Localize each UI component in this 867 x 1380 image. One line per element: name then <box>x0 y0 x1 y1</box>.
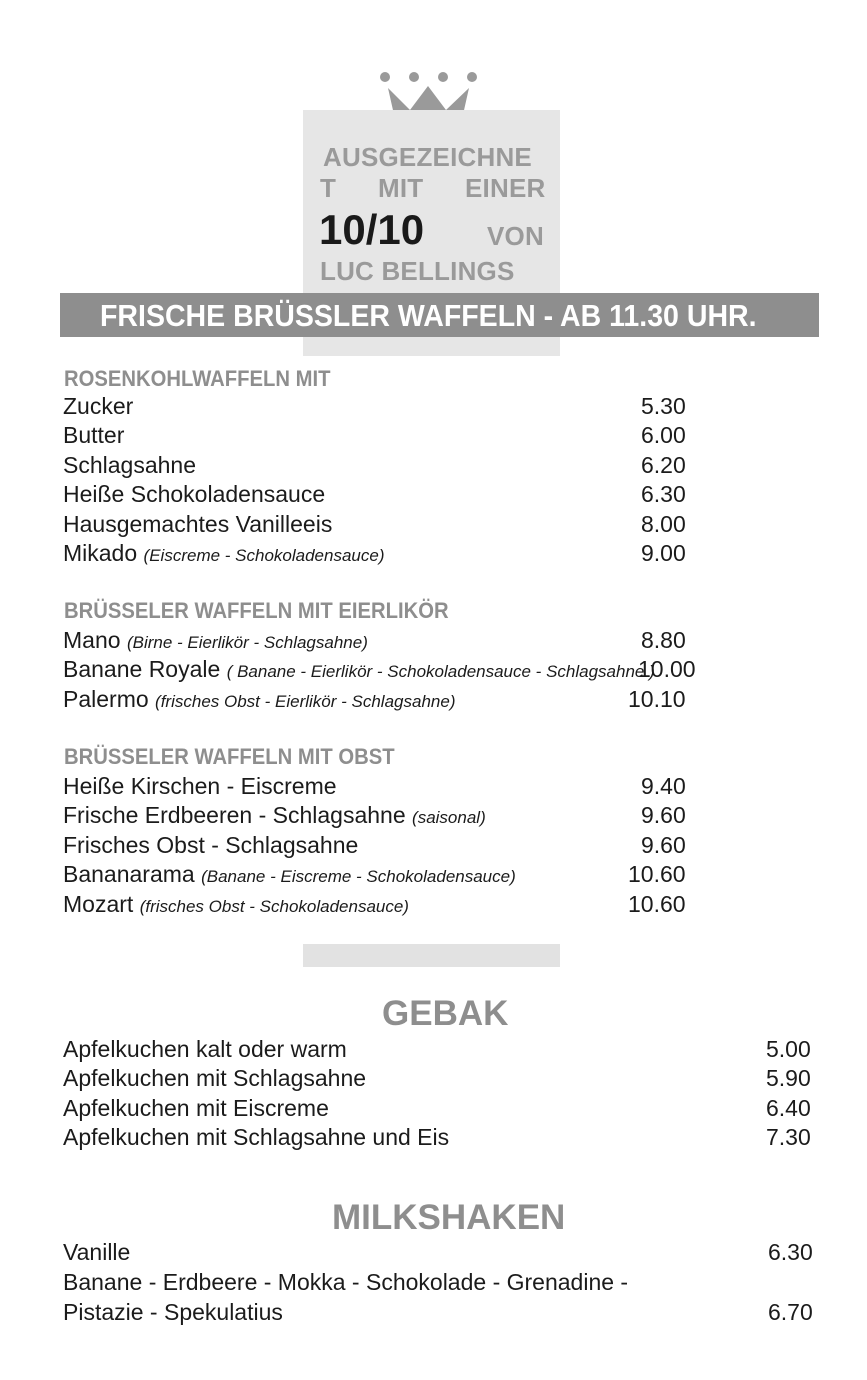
menu-item <box>63 1268 628 1297</box>
menu-item-price: 6.30 <box>641 481 686 508</box>
menu-item-name: Banane Royale <box>63 656 221 683</box>
menu-item <box>63 1123 449 1152</box>
menu-item-price: 6.00 <box>641 422 686 449</box>
menu-item-price: 10.60 <box>628 890 686 917</box>
menu-item-name: Frisches Obst - Schlagsahne <box>63 831 359 858</box>
menu-item-price: 7.30 <box>766 1124 811 1151</box>
menu-item-price: 10.60 <box>628 861 686 888</box>
menu-item-name: Apfelkuchen kalt oder warm <box>63 1036 347 1062</box>
menu-item-name: Vanille <box>63 1239 131 1265</box>
menu-item <box>63 860 516 891</box>
menu-item-name: Mano <box>63 627 121 653</box>
award-line-2a: T <box>320 173 337 203</box>
menu-item-name: Zucker <box>63 393 134 419</box>
menu-item <box>63 1094 329 1123</box>
menu-item <box>63 451 196 480</box>
menu-item-name: Apfelkuchen mit Schlagsahne und Eis <box>63 1124 450 1151</box>
banner-text: FRISCHE BRÜSSLER WAFFELN - AB 11.30 UHR. <box>100 298 757 333</box>
award-line-2c: EINER <box>465 173 546 203</box>
menu-item <box>63 1298 283 1327</box>
waffle-banner <box>60 293 819 337</box>
section-title-rosenkohl: ROSENKOHLWAFFELN MIT <box>64 366 331 391</box>
menu-item-name: Mikado <box>63 540 138 566</box>
menu-item-price: 8.80 <box>641 627 686 653</box>
menu-item-price: 5.30 <box>641 393 686 419</box>
menu-item-description: (frisches Obst - Schokoladensauce) <box>139 896 409 916</box>
menu-item-price: 5.90 <box>766 1065 811 1092</box>
menu-item-name: Schlagsahne <box>63 451 196 478</box>
menu-item-price: 6.40 <box>766 1094 811 1121</box>
menu-item-description: (saisonal) <box>412 808 486 828</box>
gebak-title: GEBAK <box>382 994 509 1033</box>
menu-item <box>63 480 325 509</box>
menu-item-price: 6.20 <box>641 451 686 478</box>
menu-item-name: Mozart <box>63 890 134 917</box>
divider-bar <box>303 944 560 967</box>
menu-item <box>63 890 409 921</box>
menu-item <box>63 801 486 832</box>
menu-item-price: 9.00 <box>641 540 686 566</box>
menu-item-price: 9.40 <box>641 773 686 799</box>
menu-item <box>63 626 368 657</box>
menu-item <box>63 421 124 450</box>
menu-item-price: 8.00 <box>641 510 686 537</box>
menu-item-name: Frische Erdbeeren - Schlagsahne <box>63 802 406 829</box>
menu-item-price: 6.70 <box>768 1299 813 1325</box>
menu-item <box>63 1064 366 1093</box>
section-title-obst: BRÜSSELER WAFFELN MIT OBST <box>64 744 395 769</box>
menu-item-description: (Birne - Eierlikör - Schlagsahne) <box>126 633 368 652</box>
menu-item-description: (Eiscreme - Schokoladensauce) <box>143 546 385 565</box>
section-title-eierlikoer: BRÜSSELER WAFFELN MIT EIERLIKÖR <box>64 598 449 623</box>
menu-item-name: Apfelkuchen mit Schlagsahne <box>63 1065 367 1092</box>
menu-item-price: 9.60 <box>641 802 686 829</box>
milkshaken-title: MILKSHAKEN <box>332 1198 566 1237</box>
menu-item-description: (Banane - Eiscreme - Schokoladensauce) <box>201 867 516 887</box>
menu-item-name: Heiße Kirschen - Eiscreme <box>63 773 337 799</box>
menu-item-name: Pistazie - Spekulatius <box>63 1299 283 1325</box>
menu-item-name: Heiße Schokoladensauce <box>63 481 326 508</box>
award-score: 10/10 <box>319 206 425 253</box>
menu-item-name: Hausgemachtes Vanilleeis <box>63 510 333 537</box>
menu-item-name: Banane - Erdbeere - Mokka - Schokolade - Grenadine - <box>63 1269 629 1295</box>
menu-item <box>63 831 358 860</box>
award-von: VON <box>487 221 544 251</box>
menu-item <box>63 1238 130 1267</box>
menu-item-name: Apfelkuchen mit Eiscreme <box>63 1094 329 1121</box>
menu-item-name: Palermo <box>63 685 149 712</box>
award-line-2b: MIT <box>378 173 424 203</box>
menu-item-price: 5.00 <box>766 1036 811 1062</box>
award-line-4: LUC BELLINGS <box>320 256 515 286</box>
menu-item-price: 10.10 <box>628 685 686 712</box>
menu-item-name: Butter <box>63 422 125 449</box>
menu-item <box>63 1035 347 1064</box>
menu-item <box>63 392 133 421</box>
menu-item <box>63 655 655 686</box>
menu-item-price: 10.00 <box>638 656 696 683</box>
menu-item-name: Bananarama <box>63 861 195 888</box>
menu-item <box>63 510 332 539</box>
menu-item-price: 9.60 <box>641 831 686 858</box>
menu-item <box>63 685 455 716</box>
menu-item-price: 6.30 <box>768 1239 813 1265</box>
menu-item <box>63 539 385 570</box>
menu-item <box>63 772 337 801</box>
menu-item-description: ( Banane - Eierlikör - Schokoladensauce - Schlagsahne ) <box>226 662 655 682</box>
menu-item-description: (frisches Obst - Eierlikör - Schlagsahne) <box>155 691 456 711</box>
award-line-1: AUSGEZEICHNE <box>323 142 532 172</box>
